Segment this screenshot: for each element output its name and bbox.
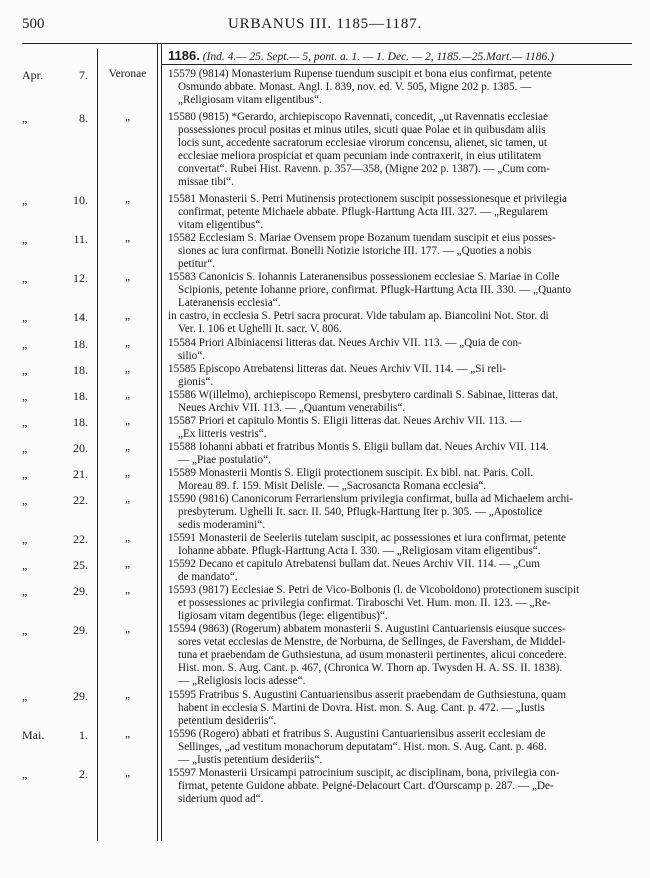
entry-month: „ [22,363,28,377]
entry-line: petitur“. [178,258,215,271]
entry-line: „Ex litteris vestris“. [178,428,267,441]
entry-line: sores vetat ecclesias de Menstre, de Norburna, de Sellinges, de Faversham, de Middel- [178,636,566,649]
entry-text [168,728,634,767]
entry-day: 8. [79,111,88,125]
entry-text [168,584,634,623]
entry-line: Iohanne abbate. Pflugk-Harttung Acta I. 330. — „Religiosam vitam eligentibus“. [178,545,541,558]
entry-day: 12. [73,271,88,285]
entry-month: „ [22,271,28,285]
entry-line: missae tibi“. [178,176,234,189]
entry-line: de mandato“. [178,571,238,584]
header-rule [22,43,632,44]
entry-month: Mai. [22,728,45,742]
entry-month: „ [22,467,28,481]
entry-text [168,532,634,558]
entry-month: „ [22,337,28,351]
entry-line: firmat, petente Guidone abbate. Peigné-Delacourt Cart. d'Ourscamp p. 287. — „De- [178,780,554,793]
entry-place: „ [124,232,131,244]
entry-place: „ [124,310,131,322]
entry-day: 22. [73,493,88,507]
entry-day: 29. [73,584,88,598]
entry-line: siderium quod ad“. [178,793,264,806]
entry-date [22,623,94,638]
entry-month: „ [22,767,28,781]
entry-line: 15591 Monasterii de Seeleriis tutelam suscipit, ac possessiones et iura confirmat, petente [168,532,566,544]
entry-place: Veronae [108,68,147,80]
entry-place: „ [124,558,131,570]
entry-text [168,415,634,441]
year-header [168,48,628,63]
entry-line: Sellinges, „ad vestitum monachorum deputatam“. Hist. mon. S. Aug. Cant. p. 468. [178,741,547,754]
entry-line: Osmundo abbate. Monast. Angl. I. 839, nov. ed. V. 505, Migne 202 p. 1385. — [178,81,532,94]
year-header-rule [161,64,632,65]
entry-month: „ [22,111,28,125]
entry-date [22,493,94,508]
entry-text [168,558,634,584]
entry-line: 15589 Monasterii Montis S. Eligii protectionem suscipit. Ex bibl. nat. Paris. Coll. [168,467,534,479]
entry-line: et possessiones ac privilegia confirmat. Tiraboschi Vet. Hum. mon. II. 123. — „Re- [178,597,551,610]
entry-date [22,232,94,247]
entry-line: 15579 (9814) Monasterium Rupense tuendum suscipit et bona eius confirmat, petente [168,68,552,80]
entry-place: „ [124,337,131,349]
entry-line: Moreau 89. f. 159. Misit Delisle. — „Sacrosancta Romana ecclesia“. [178,480,487,493]
entry-line: 15592 Decano et capitulo Atrebatensi bullam dat. Neues Archiv VII. 114. — „Cum [168,558,540,570]
entry-date [22,728,94,743]
entry-text [168,767,634,806]
entry-place: „ [124,271,131,283]
entry-day: 18. [73,415,88,429]
entry-place: „ [124,584,131,596]
entry-line: confirmat, petente Michaele abbate. Pflugk-Harttung Acta III. 327. — „Regularem [178,206,548,219]
entry-line: — „Iustis petentium desideriis“. [178,754,323,767]
entry-date [22,363,94,378]
entry-month: „ [22,232,28,246]
entry-text [168,310,634,336]
entry-line: Hist. mon. S. Aug. Cant. p. 467, (Chronica W. Thorn ap. Twysden H. A. SS. II. 1838). [178,662,563,675]
entry-line: habent in ecclesia S. Martini de Dovra. Hist. mon. S. Aug. Cant. p. 472. — „Iustis [178,702,545,715]
entry-month: „ [22,415,28,429]
entry-line: 15583 Canonicis S. Iohannis Lateranensibus possessionem ecclesiae S. Mariae in Colle [168,271,560,283]
entry-month: „ [22,532,28,546]
entry-day: 1. [79,728,88,742]
entry-date [22,271,94,286]
entry-line: in castro, in ecclesia S. Petri sacra procurat. Vide tabulam ap. Biancolini Not. Stor. di [168,310,549,322]
entry-place: „ [124,111,131,123]
entry-line: petentium desideriis“. [178,715,277,728]
entry-place: „ [124,623,131,635]
entry-line: 15582 Ecclesiam S. Mariae Ovensem prope Bozanum tuendam suscipit et eius posses- [168,232,556,244]
entry-text [168,623,634,688]
entry-line: ligiosam vitam degentibus (lege: eligentibus)“. [178,610,388,623]
entry-line: 15594 (9863) (Rogerum) abbatem monasterii S. Augustini Cantuariensis eiusque succes- [168,623,566,635]
entry-line: Neues Archiv VII. 113. — „Quantum venerabilis“. [178,402,406,415]
column-divider-place [157,43,158,841]
running-title: URBANUS III. 1185—1187. [228,16,422,32]
entry-line: 15580 (9815) *Gerardo, archiepiscopo Ravennati, concedit, „ut Ravennatis ecclesiae [168,111,548,123]
entry-line: ecclesiae meliora prospiciat et quam pecuniam inde contraxerit, in eius utilitatem [178,150,542,163]
entry-place: „ [124,767,131,779]
entry-line: 15584 Priori Albiniacensi litteras dat. Neues Archiv VII. 113. — „Quia de con- [168,337,522,349]
entry-day: 20. [73,441,88,455]
entry-date [22,415,94,430]
entry-text [168,271,634,310]
entry-line: Ver. I. 106 et Ughelli It. sacr. V. 806. [178,323,342,336]
entry-line: tuna et praebendam de Guthsiestuna, ad usum monasterii pertinentes, alicui concedere. [178,649,567,662]
entry-day: 22. [73,532,88,546]
entry-day: 18. [73,337,88,351]
entry-date [22,68,94,83]
entry-place: „ [124,532,131,544]
indiction-line: (Ind. 4.— 25. Sept.— 5, pont. a. 1. — 1. Dec. — 2, 1185.—25.Mart.— 1186.) [202,51,554,63]
entry-line: sedis moderamini“. [178,519,265,532]
entry-line: 15581 Monasterii S. Petri Mutinensis protectionem suscipit possessionesque et privilegia [168,193,567,205]
page-number: 500 [22,16,45,32]
entry-day: 14. [73,310,88,324]
entry-text [168,467,634,493]
entry-line: 15590 (9816) Canonicorum Ferrariensium privilegia confirmat, bulla ad Michaelem archi- [168,493,574,505]
entry-line: „Religiosam vitam eligentibus“. [178,94,322,107]
entry-day: 10. [73,193,88,207]
entry-date [22,467,94,482]
entry-text [168,193,634,232]
entry-date [22,767,94,782]
entry-line: — „Religiosis locis adesse“. [178,675,306,688]
entry-line: convertat“. Rubei Hist. Ravenn. p. 357—358, (Migne 202 p. 1387). — „Cum com- [178,163,550,176]
entry-place: „ [124,493,131,505]
entry-line: 15585 Episcopo Atrebatensi litteras dat. Neues Archiv VII. 114. — „Si reli- [168,363,507,375]
entry-month: „ [22,689,28,703]
entry-line: 15595 Fratribus S. Augustini Cantuariensibus asserit praebendam de Guthsiestuna, quam [168,689,567,701]
entry-place: „ [124,193,131,205]
entry-date [22,532,94,547]
entry-line: Scipionis, petente Iohanne priore, confirmat. Pflugk-Harttung Acta III. 330. — „Quanto [178,284,572,297]
entry-line: presbyterum. Ughelli It. sacr. II. 540, Pflugk-Harttung Iter p. 305. — „Apostolice [178,506,543,519]
entry-text [168,493,634,532]
entry-date [22,689,94,704]
entry-month: „ [22,623,28,637]
entry-day: 18. [73,363,88,377]
entry-text [168,111,634,190]
entry-text [168,689,634,728]
entry-month: „ [22,493,28,507]
entry-date [22,111,94,126]
entry-line: 15597 Monasterii Ursicampi patrocinium suscipit, ac disciplinam, bona, privilegia con- [168,767,560,779]
entry-place: „ [124,389,131,401]
entry-text [168,68,634,107]
entry-month: „ [22,558,28,572]
year-label: 1186. [168,48,200,63]
entry-place: „ [124,689,131,701]
entry-line: 15596 (Rogero) abbati et fratribus S. Augustini Cantuariensibus asserit ecclesiam de [168,728,546,740]
entry-line: — „Piae postulatio“. [178,454,271,467]
entry-date [22,193,94,208]
entry-line: possessiones procul positas et minus utiles, sicuti quae Polae et in quibusdam aliis [178,124,546,137]
entry-text [168,389,634,415]
entry-month: „ [22,310,28,324]
entry-month: „ [22,389,28,403]
entry-date [22,337,94,352]
entry-place: „ [124,415,131,427]
entry-line: siones ac iura confirmat. Bonelli Notizie istoriche III. 177. — „Quoties a nobis [178,245,532,258]
entry-day: 29. [73,623,88,637]
entry-date [22,441,94,456]
entry-month: „ [22,193,28,207]
entry-place: „ [124,441,131,453]
column-divider-place-double [161,43,162,841]
entry-month: „ [22,584,28,598]
entry-day: 2. [79,767,88,781]
entry-place: „ [124,467,131,479]
entry-line: vitam eligentibus“. [178,219,264,232]
entry-text [168,337,634,363]
entry-day: 7. [79,68,88,82]
entry-place: „ [124,363,131,375]
entry-month: „ [22,441,28,455]
entry-day: 11. [73,232,88,246]
entry-date [22,310,94,325]
entry-line: Lateranensis ecclesia“. [178,297,281,310]
entry-text [168,232,634,271]
entry-line: 15587 Priori et capitulo Montis S. Eligii litteras dat. Neues Archiv VII. 113. — [168,415,522,427]
entry-day: 18. [73,389,88,403]
entry-date [22,389,94,404]
column-divider-date [97,49,98,841]
entry-day: 21. [73,467,88,481]
entry-text [168,363,634,389]
entry-line: silio“. [178,350,206,363]
entry-day: 29. [73,689,88,703]
entry-day: 25. [73,558,88,572]
entry-line: locis sunt, accedente sacratorum ecclesiae virorum concensu, alienet, sic tamen, ut [178,137,548,150]
entry-line: 15588 Iohanni abbati et fratribus Montis S. Eligii bullam dat. Neues Archiv VII. 114. [168,441,549,453]
entry-date [22,558,94,573]
entry-text [168,441,634,467]
entry-place: „ [124,728,131,740]
entry-line: gionis“. [178,376,214,389]
entry-line: 15593 (9817) Ecclesiae S. Petri de Vico-Bolbonis (l. de Vicoboldono) protectionem suscipit [168,584,580,596]
running-header [22,16,628,38]
entry-date [22,584,94,599]
entry-month: Apr. [22,68,43,82]
entry-line: 15586 W(illelmo), archiepiscopo Remensi, presbytero cardinali S. Sabinae, litteras dat. [168,389,559,401]
